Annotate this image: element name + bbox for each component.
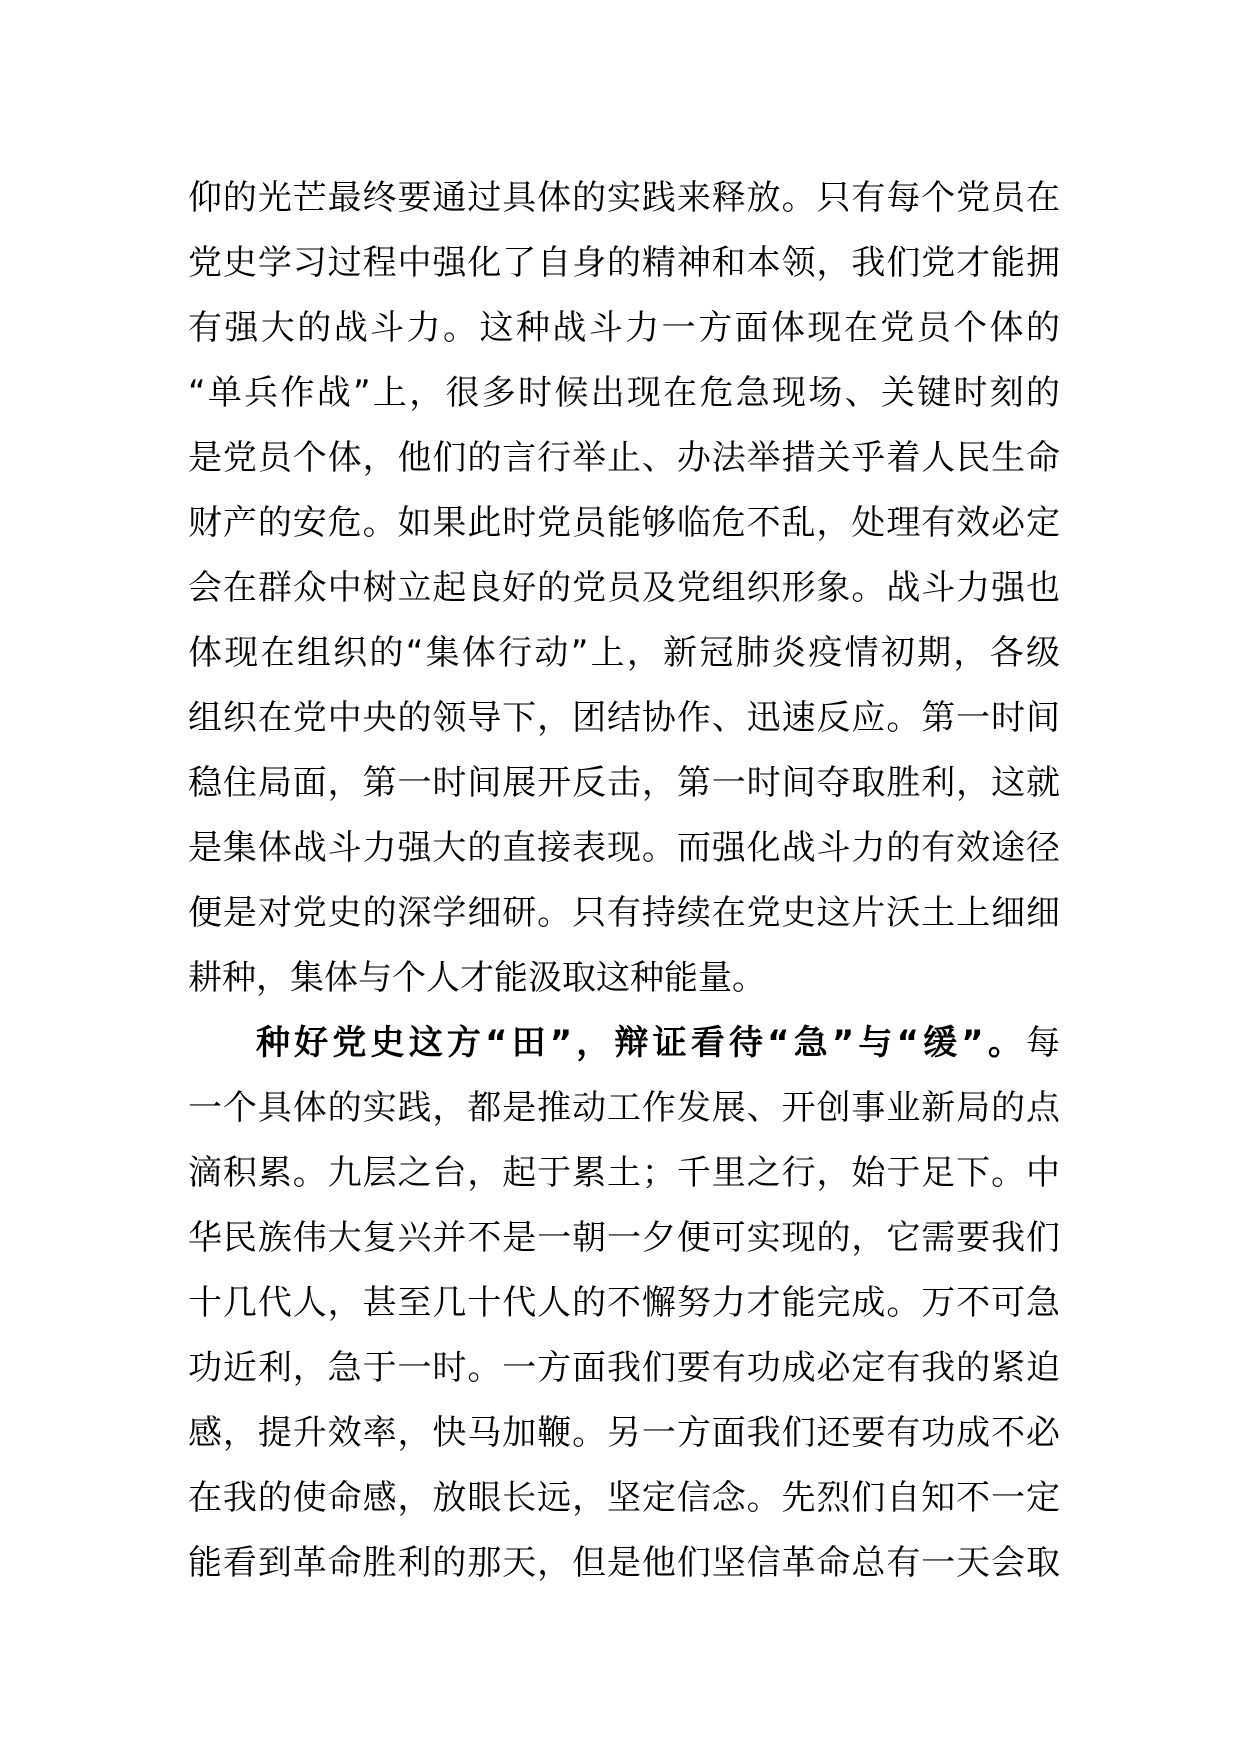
text-line: 是集体战斗力强大的直接表现。而强化战斗力的有效途径 [188, 828, 1060, 868]
paragraph-heading: 种好党史这方“田”，辩证看待“急”与“缓”。 [256, 1023, 1026, 1063]
text-line: 十几代人，甚至几十代人的不懈努力才能完成。万不可急 [188, 1283, 1060, 1323]
text-line: 财产的安危。如果此时党员能够临危不乱，处理有效必定 [188, 503, 1060, 543]
text-line: 便是对党史的深学细研。只有持续在党史这片沃土上细细 [188, 893, 1060, 933]
text-line: 党史学习过程中强化了自身的精神和本领，我们党才能拥 [188, 243, 1060, 283]
text-line: 组织在党中央的领导下，团结协作、迅速反应。第一时间 [188, 698, 1060, 738]
text-line: 滴积累。九层之台，起于累土；千里之行，始于足下。中 [188, 1153, 1060, 1193]
paragraph-2 [188, 1011, 1060, 1596]
text-line: 仰的光芒最终要通过具体的实践来释放。只有每个党员在 [188, 178, 1060, 218]
text-line: 华民族伟大复兴并不是一朝一夕便可实现的，它需要我们 [188, 1218, 1060, 1258]
paragraph-heading-line [188, 1011, 1060, 1076]
text-line: 稳住局面，第一时间展开反击，第一时间夺取胜利，这就 [188, 763, 1060, 803]
text-line: 有强大的战斗力。这种战斗力一方面体现在党员个体的 [188, 308, 1060, 348]
text-line: 耕种，集体与个人才能汲取这种能量。 [188, 958, 766, 998]
text-line: 是党员个体，他们的言行举止、办法举措关乎着人民生命 [188, 438, 1060, 478]
text-line: 体现在组织的“集体行动”上，新冠肺炎疫情初期，各级 [188, 633, 1060, 673]
text-line: 能看到革命胜利的那天，但是他们坚信革命总有一天会取 [188, 1543, 1060, 1583]
text-line: 在我的使命感，放眼长远，坚定信念。先烈们自知不一定 [188, 1478, 1060, 1518]
text-line: 会在群众中树立起良好的党员及党组织形象。战斗力强也 [188, 568, 1060, 608]
document-body [188, 166, 1060, 1596]
text-line: 功近利，急于一时。一方面我们要有功成必定有我的紧迫 [188, 1348, 1060, 1388]
heading-line-rest: 每 [1026, 1023, 1060, 1063]
paragraph-1 [188, 166, 1060, 1011]
text-line: 感，提升效率，快马加鞭。另一方面我们还要有功成不必 [188, 1413, 1060, 1453]
text-line: 一个具体的实践，都是推动工作发展、开创事业新局的点 [188, 1088, 1060, 1128]
text-line: “单兵作战”上，很多时候出现在危急现场、关键时刻的 [188, 373, 1060, 413]
